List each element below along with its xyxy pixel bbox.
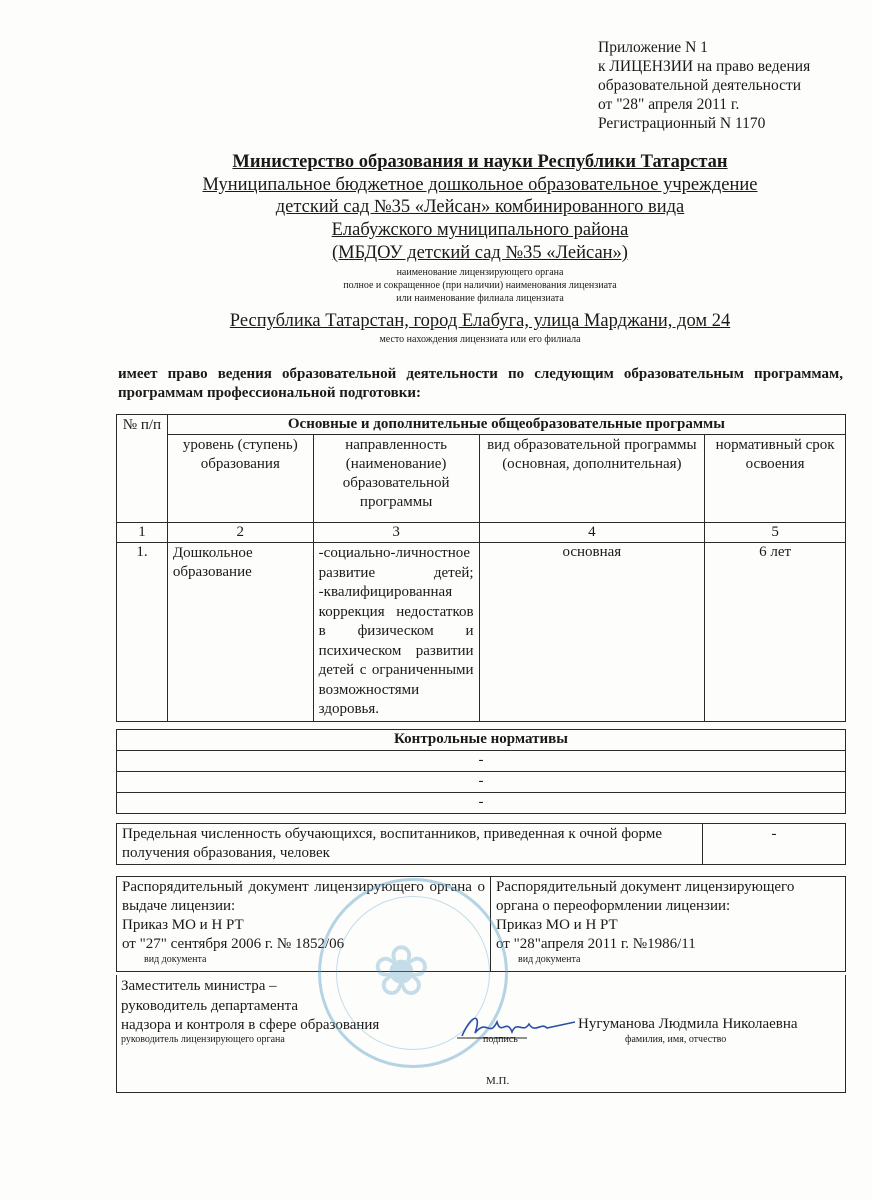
reissue-document-type: Приказ МО и Н РТ bbox=[496, 917, 618, 933]
control-norm-value: - bbox=[117, 751, 846, 772]
group-header: Основные и дополнительные общеобразовательные программы bbox=[167, 415, 845, 435]
reissue-document-caption: вид документа bbox=[518, 954, 581, 965]
capacity-table bbox=[116, 823, 846, 865]
licensee-name-line: детский сад №35 «Лейсан» комбинированного вида bbox=[275, 197, 685, 217]
program-direction: -социально-личностное развитие детей; -квалифицированная коррекция недостатков в физическом и психическом развитии детей с ограниченными возможностями здоровья. bbox=[313, 543, 479, 722]
program-term: 6 лет bbox=[705, 543, 846, 722]
licensee-short-name: (МБДОУ детский сад №35 «Лейсан») bbox=[332, 243, 628, 263]
signatory-name: Нугуманова Людмила Николаевна bbox=[578, 1016, 798, 1032]
appendix-line: к ЛИЦЕНЗИИ на право ведения bbox=[598, 58, 811, 75]
signature-caption: подпись bbox=[483, 1034, 518, 1045]
caption: полное и сокращенное (при наличии) наименования лицензиата bbox=[343, 280, 617, 291]
licensee-address: Республика Татарстан, город Елабуга, улица Марджани, дом 24 bbox=[229, 311, 731, 331]
position-line: руководитель департамента bbox=[121, 997, 299, 1014]
column-number: 2 bbox=[167, 523, 313, 543]
appendix-line: образовательной деятельности bbox=[598, 77, 802, 94]
issue-document-caption: вид документа bbox=[144, 954, 207, 965]
reissue-document-date: от "28"апреля 2011 г. №1986/11 bbox=[496, 936, 696, 952]
appendix-line: Регистрационный N 1170 bbox=[598, 115, 766, 132]
education-level: Дошкольное образование bbox=[167, 543, 313, 722]
column-number: 1 bbox=[117, 523, 168, 543]
licensee-name-line: Муниципальное бюджетное дошкольное образовательное учреждение bbox=[202, 175, 758, 195]
address-caption: место нахождения лицензиата или его филиала bbox=[379, 334, 581, 345]
seal-place-label: М.П. bbox=[486, 1075, 510, 1087]
reissue-document-cell bbox=[491, 877, 846, 972]
licensee-name-line: Елабужского муниципального района bbox=[331, 220, 629, 240]
control-norm-value: - bbox=[117, 772, 846, 793]
issue-document-title: Распорядительный документ лицензирующего органа о выдаче лицензии: bbox=[122, 879, 485, 914]
intro-statement: имеет право ведения образовательной деятельности по следующим образовательным программам, программам профессиональной подготовки: bbox=[118, 366, 843, 401]
program-type: основная bbox=[479, 543, 705, 722]
column-number: 5 bbox=[705, 523, 846, 543]
coat-of-arms-icon: ❀ bbox=[372, 934, 431, 1011]
appendix-line: Приложение N 1 bbox=[598, 39, 708, 56]
issue-document-type: Приказ МО и Н РТ bbox=[122, 917, 244, 933]
issue-document-date: от "27" сентября 2006 г. № 1852/06 bbox=[122, 936, 345, 952]
table-row bbox=[117, 543, 846, 722]
column-header: направленность (наименование) образовательной программы bbox=[313, 435, 479, 523]
control-norms-header: Контрольные нормативы bbox=[117, 730, 846, 751]
appendix-header bbox=[598, 38, 810, 133]
column-header: вид образовательной программы (основная, дополнительная) bbox=[479, 435, 705, 523]
control-norm-value: - bbox=[117, 793, 846, 814]
row-number: 1. bbox=[117, 543, 168, 722]
position-caption: руководитель лицензирующего органа bbox=[121, 1034, 285, 1045]
capacity-value: - bbox=[703, 824, 846, 865]
caption: или наименование филиала лицензиата bbox=[396, 293, 564, 304]
capacity-label: Предельная численность обучающихся, воспитанников, приведенная к очной форме получения образования, человек bbox=[117, 824, 703, 865]
position-line: надзора и контроля в сфере образования bbox=[121, 1017, 380, 1033]
reissue-document-title: Распорядительный документ лицензирующего органа о переоформлении лицензии: bbox=[496, 879, 795, 914]
control-norms-table bbox=[116, 729, 846, 814]
ministry-title: Министерство образования и науки Республики Татарстан bbox=[232, 152, 728, 172]
position-line: Заместитель министра – bbox=[121, 978, 277, 994]
column-number: 4 bbox=[479, 523, 705, 543]
name-caption: фамилия, имя, отчество bbox=[625, 1034, 727, 1045]
column-header: нормативный срок освоения bbox=[705, 435, 846, 523]
num-header: № п/п bbox=[117, 415, 168, 523]
caption: наименование лицензирующего органа bbox=[396, 267, 564, 278]
programs-table bbox=[116, 414, 846, 722]
appendix-line: от "28" апреля 2011 г. bbox=[598, 96, 740, 113]
column-header: уровень (ступень) образования bbox=[167, 435, 313, 523]
column-number: 3 bbox=[313, 523, 479, 543]
